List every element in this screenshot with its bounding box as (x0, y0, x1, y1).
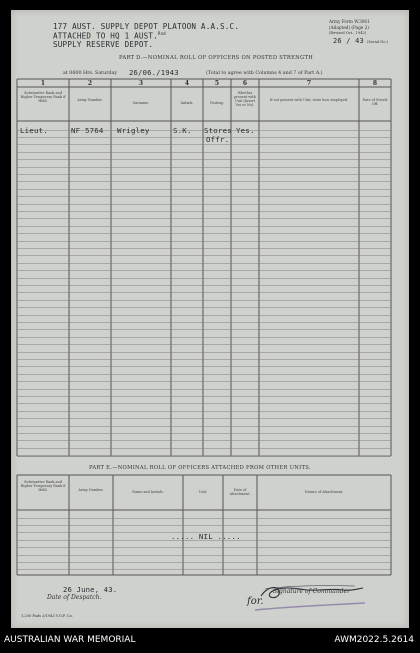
form-revised: (Revised Oct., 1942) (329, 31, 367, 35)
e-col-header-unit: Unit. (198, 490, 208, 494)
footer-institution: AUSTRALIAN WAR MEMORIAL (4, 635, 136, 645)
archive-footer (0, 628, 420, 653)
col-header-surname: Surname. (132, 101, 150, 105)
row-present: Yes. (236, 126, 255, 135)
col-number-2: 2 (87, 80, 93, 87)
col-header-present: Whether present with Unit (Insert Yes or No). (234, 91, 256, 107)
unit-name-line1: 177 AUST. SUPPLY DEPOT PLATOON A.A.S.C. (53, 22, 240, 31)
col-number-6: 6 (242, 80, 248, 87)
col-number-7: 7 (306, 80, 312, 87)
form-sheet (11, 10, 409, 628)
col-header-struck-off: Date of Struck Off. (362, 98, 388, 106)
e-col-header-rank: Substantive Rank and Higher Temporary Rank if Held. (20, 480, 66, 492)
e-col-header-date: Date of Attachment. (229, 488, 251, 496)
row-rank: Lieut. (20, 126, 48, 135)
for-signature: for. (247, 596, 264, 607)
footer-accession-number: AWM2022.5.2614 (334, 635, 414, 645)
signature-label: Signature of Commander (273, 588, 350, 595)
col-header-rank: Substantive Rank and Higher Temporary Rank if Held. (20, 91, 66, 103)
e-col-header-army-number: Army Number. (78, 488, 104, 492)
row-initials: S.K. (173, 126, 192, 135)
date-prefix: at 0600 Hrs. Saturday (63, 71, 118, 76)
despatch-date: 26 June, 43. (63, 585, 118, 594)
col-header-army-number: Army Number. (77, 98, 103, 102)
col-number-4: 4 (184, 80, 190, 87)
row-posting-line2: Offr. (206, 135, 230, 144)
e-col-header-nature: Nature of Attachment. (304, 490, 344, 494)
unit-name-line2: ATTACHED TO HQ 1 AUST.$^{Rnd}$ (53, 31, 166, 41)
date-note: (Total to agree with Columns 4 and 7 of Part A.) (206, 71, 323, 76)
date-value: 26/06./1943 (129, 68, 179, 77)
serial-label: (Serial No.) (367, 40, 389, 44)
form-number: Army Form W.3061 (329, 19, 370, 24)
row-army-number: NF 5764 (71, 126, 104, 135)
e-col-header-name: Name and Initials. (132, 490, 164, 494)
col-number-8: 8 (372, 80, 378, 87)
col-number-3: 3 (138, 80, 144, 87)
col-header-initials: Initials. (180, 101, 194, 105)
row-posting: Stores (204, 126, 232, 135)
form-adapted: (Adapted) (Page 2) (329, 25, 369, 30)
nil-entry: ..... NIL ..... (171, 532, 241, 541)
col-header-posting: Posting. (210, 101, 224, 105)
col-number-1: 1 (40, 80, 46, 87)
part-d-title: PART D.—NOMINAL ROLL OF OFFICERS ON POSTED STRENGTH (119, 55, 314, 61)
col-header-employed: If not present with Unit, state how employed. (269, 98, 349, 102)
unit-name-line3: SUPPLY RESERVE DEPOT. (53, 40, 154, 49)
despatch-label: Date of Despatch. (47, 594, 102, 601)
part-e-title: PART E.—NOMINAL ROLL OF OFFICERS ATTACHED FROM OTHER UNITS. (89, 465, 311, 471)
col-number-5: 5 (214, 80, 220, 87)
printer-imprint: 1,200 Pads 3/1943 V.G.P. Co. (21, 614, 73, 618)
serial-number: 26 / 43 (333, 37, 364, 45)
row-surname: Wrigley (117, 126, 150, 135)
